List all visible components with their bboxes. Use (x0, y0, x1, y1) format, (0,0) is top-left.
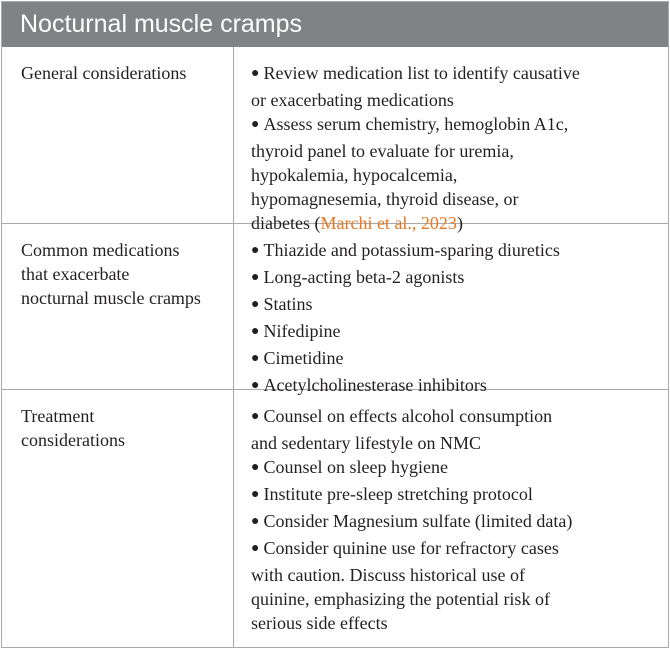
content-line (251, 112, 658, 139)
row-label-line: Treatment (21, 406, 95, 426)
content-line (251, 187, 658, 211)
content-text: Cimetidine (263, 348, 344, 368)
content-line (251, 482, 658, 509)
content-text: Institute pre-sleep stretching protocol (263, 484, 533, 504)
row-content-cell (234, 390, 668, 647)
row-label-cell (2, 390, 234, 647)
bullet-icon: ● (251, 270, 260, 285)
content-line (251, 292, 658, 319)
row-label-cell (2, 224, 234, 389)
content-line (251, 509, 658, 536)
content-line (251, 611, 658, 635)
content-line (251, 587, 658, 611)
content-text: Consider quinine use for refractory cases (263, 538, 559, 558)
bullet-icon: ● (251, 487, 260, 502)
content-line (251, 536, 658, 563)
content-line (251, 404, 658, 431)
content-line (251, 563, 658, 587)
row-general-considerations (2, 47, 668, 233)
row-label-line: Common medications (21, 240, 180, 260)
content-line (251, 139, 658, 163)
content-line (251, 319, 658, 346)
content-text: hypokalemia, hypocalcemia, (251, 165, 458, 185)
bullet-icon: ● (251, 66, 260, 81)
row-common-medications (2, 223, 668, 395)
row-content-cell (234, 224, 668, 395)
bullet-icon: ● (251, 514, 260, 529)
content-line (251, 431, 658, 455)
content-text: or exacerbating medications (251, 90, 454, 110)
row-treatment-considerations (2, 389, 668, 647)
content-text: thyroid panel to evaluate for uremia, (251, 141, 514, 161)
content-text: and sedentary lifestyle on NMC (251, 433, 481, 453)
content-line (251, 455, 658, 482)
content-line (251, 265, 658, 292)
bullet-icon: ● (251, 351, 260, 366)
content-text: Counsel on effects alcohol consumption (263, 406, 553, 426)
content-text: Review medication list to identify causative (263, 63, 580, 83)
bullet-icon: ● (251, 378, 260, 393)
content-text: Assess serum chemistry, hemoglobin A1c, (263, 114, 569, 134)
content-text: Statins (263, 294, 313, 314)
content-line (251, 238, 658, 265)
table (1, 1, 669, 648)
table-title: Nocturnal muscle cramps (2, 2, 668, 47)
row-label-line: nocturnal muscle cramps (21, 288, 201, 308)
bullet-icon: ● (251, 324, 260, 339)
row-content-cell (234, 47, 668, 233)
content-line (251, 163, 658, 187)
bullet-icon: ● (251, 460, 260, 475)
content-text: Thiazide and potassium-sparing diuretics (263, 240, 560, 260)
bullet-icon: ● (251, 297, 260, 312)
content-text: Acetylcholinesterase inhibitors (263, 375, 487, 395)
content-text: with caution. Discuss historical use of (251, 565, 525, 585)
content-text: Nifedipine (263, 321, 341, 341)
content-text: Consider Magnesium sulfate (limited data) (263, 511, 573, 531)
content-text-after: ) (456, 213, 463, 233)
bullet-icon: ● (251, 541, 260, 556)
row-label-line: General considerations (21, 63, 187, 83)
content-text: quinine, emphasizing the potential risk of (251, 589, 550, 609)
content-text: diabetes ( (251, 213, 321, 233)
content-text: hypomagnesemia, thyroid disease, or (251, 189, 519, 209)
content-line (251, 61, 658, 88)
row-label-line: considerations (21, 430, 125, 450)
bullet-icon: ● (251, 243, 260, 258)
content-text: serious side effects (251, 613, 388, 633)
row-label-cell (2, 47, 234, 223)
content-text: Counsel on sleep hygiene (263, 457, 448, 477)
content-text: Long-acting beta-2 agonists (263, 267, 465, 287)
bullet-icon: ● (251, 409, 260, 424)
row-label-line: that exacerbate (21, 264, 130, 284)
citation-link[interactable]: Marchi et al., 2023 (320, 213, 457, 233)
content-line (251, 88, 658, 112)
content-line (251, 346, 658, 373)
bullet-icon: ● (251, 117, 260, 132)
table-body (2, 47, 668, 647)
